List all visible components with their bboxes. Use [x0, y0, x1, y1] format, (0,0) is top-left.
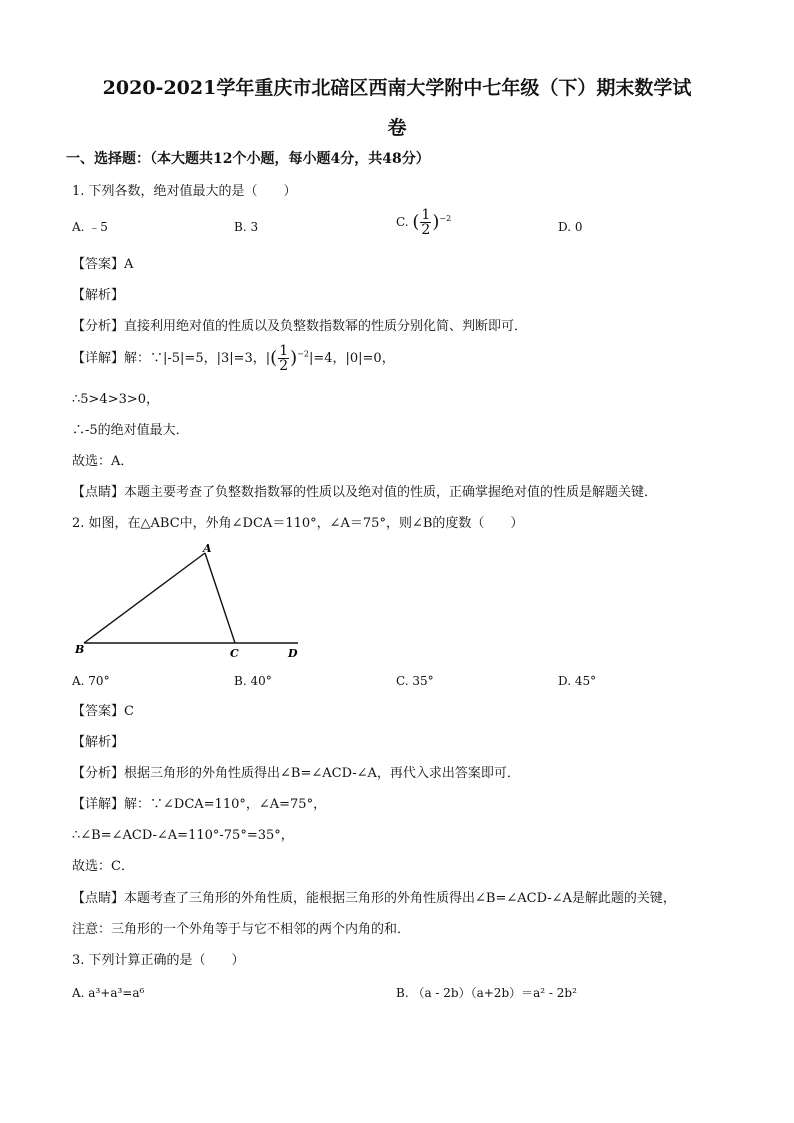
section-heading: 一、选择题：（本大题共12个小题，每小题4分，共48分）	[66, 151, 430, 167]
document-title-line1: 2020-2021学年重庆市北碚区西南大学附中七年级（下）期末数学试	[102, 77, 692, 99]
q1-option-a: A. ﹣5	[72, 220, 108, 234]
q2-option-a: A. 70°	[72, 674, 110, 688]
q1-xiangjie-post: |=4，|0|=0，	[308, 351, 395, 366]
q2-option-c: C. 35°	[396, 674, 434, 688]
q1-choose: 故选：A．	[72, 454, 134, 469]
q1-xiangjie-pre: 【详解】解：∵|-5|=5，|3|=3，|	[72, 351, 271, 366]
left-paren: (	[412, 211, 420, 233]
q2-option-d: D. 45°	[558, 674, 597, 688]
q1-step2: ∴-5的绝对值最大．	[72, 423, 189, 438]
q2-dianjing-line2: 注意：三角形的一个外角等于与它不相邻的两个内角的和．	[72, 922, 411, 937]
q2-step1: ∴∠B=∠ACD-∠A=110°-75°=35°，	[72, 828, 294, 843]
right-paren: )	[290, 347, 298, 369]
q2-dianjing-line1: 【点睛】本题考查了三角形的外角性质，能根据三角形的外角性质得出∠B=∠ACD-∠A是解此题的关键，	[72, 891, 676, 906]
q1-option-c-prefix: C.	[396, 215, 413, 229]
q1-option-d: D. 0	[558, 220, 583, 234]
q3-option-a: A. a³+a³=a⁶	[72, 986, 145, 1000]
document-title-line2: 卷	[387, 117, 407, 139]
side-ac	[205, 553, 235, 643]
q1-xiangjie-fraction	[278, 344, 289, 373]
q2-option-b: B. 40°	[234, 674, 272, 688]
triangle-figure	[72, 540, 312, 664]
right-paren: )	[432, 211, 440, 233]
q1-option-c	[396, 208, 451, 237]
q2-fenxi: 【分析】根据三角形的外角性质得出∠B=∠ACD-∠A，再代入求出答案即可．	[72, 766, 520, 781]
fraction-denominator: 2	[421, 222, 431, 238]
q1-jiexi: 【解析】	[72, 288, 125, 303]
fraction-numerator: 1	[421, 207, 431, 223]
q2-stem: 2. 如图，在△ABC中，外角∠DCA＝110°，∠A＝75°，则∠B的度数（ ）	[72, 516, 524, 531]
side-ab	[84, 553, 205, 643]
q2-answer: 【答案】C	[72, 704, 134, 719]
q1-option-c-fraction	[420, 208, 431, 237]
q1-option-b: B. 3	[234, 220, 259, 234]
point-label-d: D	[288, 647, 298, 660]
q2-choose: 故选：C．	[72, 859, 134, 874]
vertex-label-a: A	[203, 542, 212, 555]
q3-option-b: B. （a - 2b）（a+2b）＝a² - 2b²	[396, 986, 577, 1000]
q1-xiangjie-exponent: −2	[297, 349, 309, 359]
q1-answer: 【答案】A	[72, 257, 134, 272]
q2-jiexi: 【解析】	[72, 735, 125, 750]
q1-dianjing: 【点睛】本题主要考查了负整数指数幂的性质以及绝对值的性质，正确掌握绝对值的性质是解题关键．	[72, 485, 658, 500]
q1-step1: ∴5>4>3>0，	[72, 392, 160, 407]
vertex-label-b: B	[75, 643, 85, 656]
q1-fenxi: 【分析】直接利用绝对值的性质以及负整数指数幂的性质分别化简、判断即可．	[72, 319, 528, 334]
q1-stem: 1. 下列各数，绝对值最大的是（ ）	[72, 184, 297, 199]
fraction-numerator: 1	[279, 343, 289, 359]
q1-xiangjie	[72, 344, 395, 373]
left-paren: (	[270, 347, 278, 369]
fraction-denominator: 2	[279, 358, 289, 374]
q1-option-c-exponent: −2	[439, 214, 452, 223]
vertex-label-c: C	[230, 647, 239, 660]
q3-stem: 3. 下列计算正确的是（ ）	[72, 953, 245, 968]
q2-xiangjie: 【详解】解：∵∠DCA=110°，∠A=75°，	[72, 797, 327, 812]
triangle-diagram	[72, 540, 312, 660]
